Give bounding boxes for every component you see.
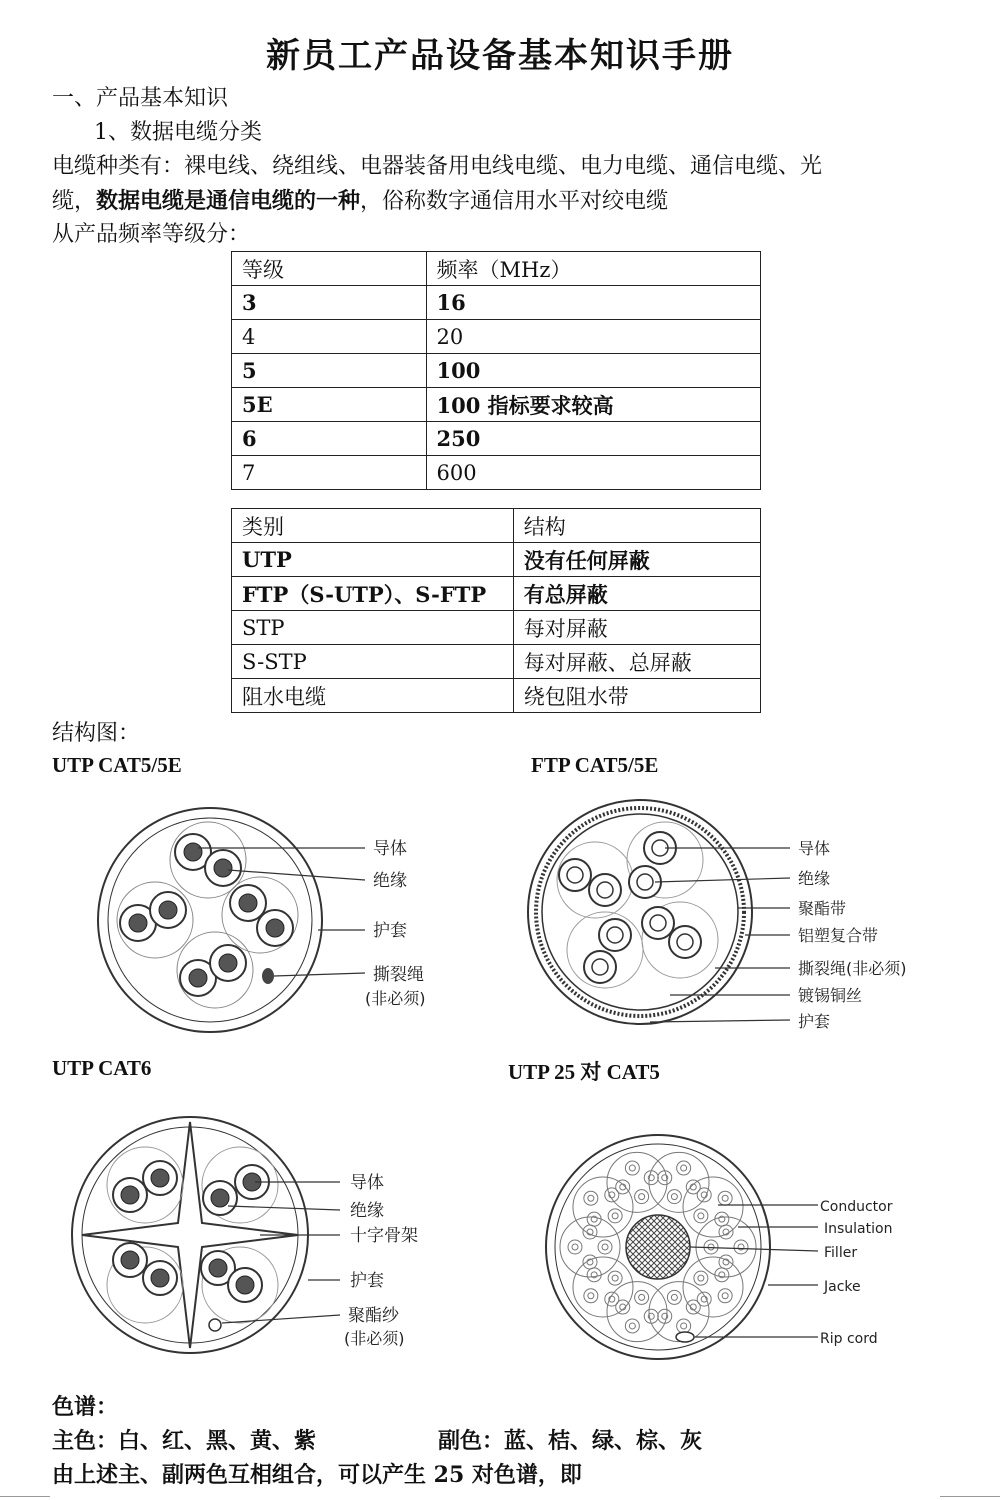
table-row: [232, 320, 761, 354]
subsection-heading: 1、数据电缆分类: [94, 120, 262, 145]
ftp-cat5-diagram: [520, 790, 940, 1050]
pair-wire: [572, 1244, 578, 1250]
frequency-cell: 100 指标要求较高: [426, 388, 761, 422]
pair-wire: [694, 1209, 708, 1223]
pair-wire: [677, 1161, 691, 1175]
utp-cat6-diagram: [60, 1110, 470, 1370]
frequency-intro: 从产品频率等级分：: [52, 222, 251, 247]
figure-title-utp-cat6: UTP CAT6: [52, 1056, 152, 1080]
paragraph-line-1: 电缆种类有：裸电线、绕组线、电器装备用电线电缆、电力电缆、通信电缆、光: [52, 154, 823, 179]
color-combination: 由上述主、副两色互相组合，可以产生 25 对色谱，即: [52, 1462, 582, 1488]
header-grade: 等级: [232, 252, 427, 286]
table-row: [232, 611, 761, 645]
pair-wire: [715, 1268, 729, 1282]
pair-wire: [584, 1191, 598, 1205]
pair-wire: [671, 1194, 677, 1200]
pair-wire: [616, 1180, 630, 1194]
type-cell: FTP（S-UTP）、S-FTP: [232, 577, 514, 611]
page-divider: [0, 1496, 50, 1497]
pair-wire: [588, 1195, 594, 1201]
bundle-ring: [573, 1257, 633, 1317]
pair-wire: [681, 1323, 687, 1329]
pair-wire: [629, 1165, 635, 1171]
header-frequency: 频率（MHz）: [426, 252, 761, 286]
structure-cell: 没有任何屏蔽: [513, 543, 760, 577]
pair-wire: [694, 1271, 708, 1285]
pair-wire: [698, 1213, 704, 1219]
table-row: [232, 679, 761, 713]
label-drain-wire: 镀锡铜丝: [798, 986, 863, 1005]
utp-25-diagram: [540, 1125, 940, 1375]
pair-wire: [658, 1309, 672, 1323]
table-row: [232, 456, 761, 490]
label-ripcord: 撕裂绳: [373, 965, 424, 985]
bundle-ring: [607, 1282, 667, 1342]
frequency-cell: 600: [426, 456, 761, 490]
pair-wire: [719, 1225, 733, 1239]
pair-wire: [598, 1240, 612, 1254]
label-conductor: 导体: [373, 839, 407, 859]
structure-cell: 有总屏蔽: [513, 577, 760, 611]
bundle-ring: [683, 1257, 743, 1317]
pair-wire: [722, 1293, 728, 1299]
conductor-icon: [559, 832, 701, 983]
table-row: [232, 543, 761, 577]
pair-wire: [639, 1294, 645, 1300]
pair-wire: [681, 1165, 687, 1171]
label-insulation: Insulation: [824, 1221, 893, 1237]
label-filler: Filler: [824, 1245, 858, 1261]
pair-wire: [602, 1244, 608, 1250]
pair-wire: [719, 1255, 733, 1269]
figure-title-ftp-cat5: FTP CAT5/5E: [531, 753, 659, 777]
label-polyester-yarn: 聚酯纱: [348, 1306, 399, 1326]
table-row: [232, 645, 761, 679]
color-spectrum-heading: 色谱：: [52, 1394, 119, 1420]
frequency-cell: 20: [426, 320, 761, 354]
type-cell: S-STP: [232, 645, 514, 679]
page-title: 新员工产品设备基本知识手册: [266, 36, 734, 76]
frequency-cell: 100: [426, 354, 761, 388]
pair-wire: [608, 1209, 622, 1223]
label-jacket: Jacke: [824, 1279, 861, 1295]
label-insulation: 绝缘: [798, 869, 831, 888]
pair-wire: [629, 1323, 635, 1329]
label-ripcord: 撕裂绳(非必须): [798, 959, 907, 978]
bundle-ring: [683, 1177, 743, 1237]
label-conductor: 导体: [350, 1173, 384, 1193]
header-type: 类别: [232, 509, 514, 543]
pair-wire: [635, 1290, 649, 1304]
pair-wire: [605, 1292, 619, 1306]
table-row: [232, 577, 761, 611]
page-divider: [940, 1496, 1000, 1497]
label-optional: (非必须): [365, 989, 426, 1008]
label-jacket: 护套: [798, 1012, 831, 1031]
header-structure: 结构: [513, 509, 760, 543]
pair-wire: [583, 1225, 597, 1239]
label-jacket: 护套: [373, 921, 407, 941]
pair-wire: [587, 1268, 601, 1282]
pair-wire: [698, 1275, 704, 1281]
pair-wire: [583, 1255, 597, 1269]
pair-wire: [718, 1289, 732, 1303]
pair-wire: [625, 1319, 639, 1333]
pair-wire: [658, 1171, 672, 1185]
frequency-cell: 250: [426, 422, 761, 456]
grade-cell: 4: [232, 320, 427, 354]
label-polyester-tape: 聚酯带: [798, 899, 847, 918]
pair-wire: [568, 1240, 582, 1254]
bundle-ring: [573, 1177, 633, 1237]
frequency-table: [231, 251, 761, 490]
pair-wire: [718, 1191, 732, 1205]
pair-wire: [677, 1319, 691, 1333]
pair-wire: [686, 1300, 700, 1314]
pair-wire: [734, 1240, 748, 1254]
table-row: [232, 286, 761, 320]
label-optional: (非必须): [344, 1329, 405, 1348]
structure-table: [231, 508, 761, 713]
type-cell: UTP: [232, 543, 514, 577]
pair-wire: [715, 1212, 729, 1226]
grade-cell: 3: [232, 286, 427, 320]
pair-wire: [612, 1213, 618, 1219]
main-colors: 主色：白、红、黑、黄、紫: [52, 1428, 317, 1454]
pair-wire: [697, 1188, 711, 1202]
pair-wire: [671, 1294, 677, 1300]
pair-wire: [639, 1194, 645, 1200]
table-header-row: [232, 252, 761, 286]
pair-wire: [584, 1289, 598, 1303]
label-insulation: 绝缘: [350, 1201, 384, 1221]
table-header-row: [232, 509, 761, 543]
type-cell: 阻水电缆: [232, 679, 514, 713]
section-heading: 一、产品基本知识: [52, 86, 229, 111]
table-row: [232, 422, 761, 456]
table-row: [232, 388, 761, 422]
bundle-ring: [649, 1152, 709, 1212]
pair-wire: [667, 1190, 681, 1204]
utp-cat5-diagram: [90, 790, 490, 1050]
figure-title-utp-cat5: UTP CAT5/5E: [52, 753, 182, 777]
pair-wire: [635, 1190, 649, 1204]
pair-wire: [644, 1171, 658, 1185]
pair-wire: [587, 1212, 601, 1226]
label-insulation: 绝缘: [373, 871, 407, 891]
structure-cell: 每对屏蔽、总屏蔽: [513, 645, 760, 679]
type-cell: STP: [232, 611, 514, 645]
pair-wire: [612, 1275, 618, 1281]
structure-diagram-label: 结构图：: [52, 721, 141, 746]
label-conductor: Conductor: [820, 1199, 893, 1215]
sub-colors: 副色：蓝、桔、绿、棕、灰: [438, 1428, 703, 1454]
frequency-cell: 16: [426, 286, 761, 320]
grade-cell: 5: [232, 354, 427, 388]
bundle-ring: [560, 1217, 620, 1277]
label-conductor: 导体: [798, 839, 831, 858]
pair-wire: [625, 1161, 639, 1175]
label-cross-filler: 十字骨架: [350, 1226, 418, 1246]
pair-wire: [667, 1290, 681, 1304]
figure-title-utp-25: UTP 25 对 CAT5: [508, 1060, 660, 1084]
pair-wire: [608, 1271, 622, 1285]
label-jacket: 护套: [350, 1271, 384, 1291]
grade-cell: 5E: [232, 388, 427, 422]
table-row: [232, 354, 761, 388]
filler-icon: [626, 1215, 690, 1279]
structure-cell: 绕包阻水带: [513, 679, 760, 713]
structure-cell: 每对屏蔽: [513, 611, 760, 645]
grade-cell: 7: [232, 456, 427, 490]
pair-wire: [722, 1195, 728, 1201]
pair-wire: [588, 1293, 594, 1299]
paragraph-line-2: 缆，数据电缆是通信电缆的一种，俗称数字通信用水平对绞电缆: [52, 188, 669, 214]
label-aluminum-foil: 铝塑复合带: [798, 926, 879, 945]
grade-cell: 6: [232, 422, 427, 456]
label-ripcord: Rip cord: [820, 1331, 878, 1347]
pair-wire: [644, 1309, 658, 1323]
